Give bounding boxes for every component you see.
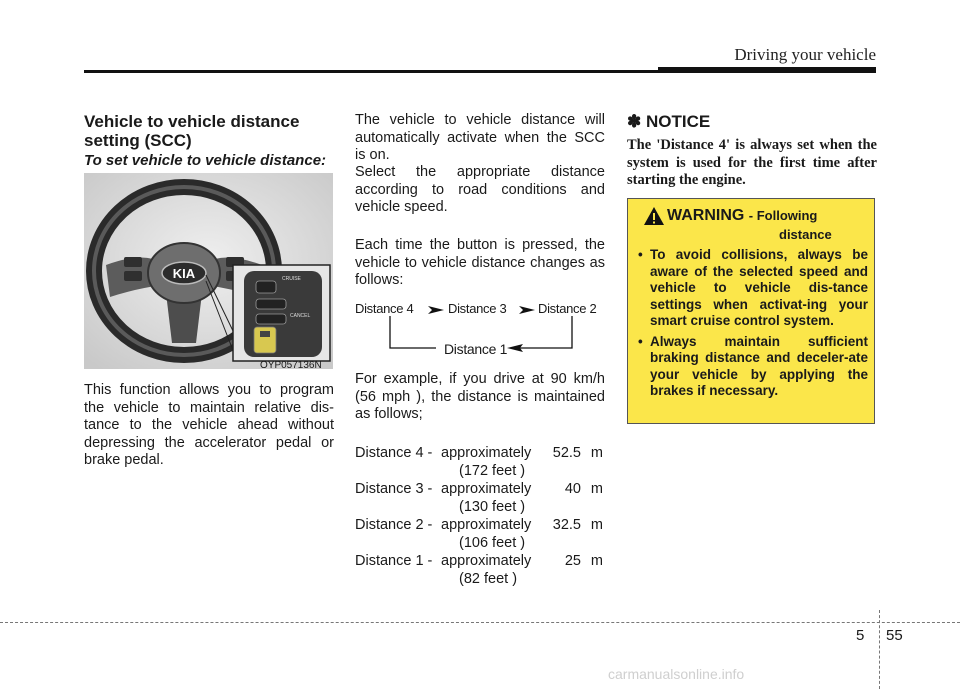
arrow-right-icon bbox=[519, 306, 535, 314]
paragraph-cycle: Each time the button is pressed, the vehicle to vehicle distance changes as follows: bbox=[355, 237, 605, 288]
footer-rule bbox=[0, 622, 960, 623]
page-number: 55 bbox=[886, 627, 903, 644]
diagram-distance-3: Distance 3 bbox=[448, 301, 507, 316]
paragraph-example: For example, if you drive at 90 km/h (56 mph ), the distance is maintained as follows; bbox=[355, 371, 605, 422]
warning-subtitle-cont: distance bbox=[779, 227, 832, 242]
diagram-arrows bbox=[352, 296, 610, 360]
footer-divider bbox=[879, 610, 880, 689]
diagram-distance-1: Distance 1 bbox=[444, 341, 508, 357]
running-header: Driving your vehicle bbox=[734, 45, 876, 64]
kia-logo: KIA bbox=[172, 266, 196, 281]
warning-box bbox=[627, 198, 875, 424]
notice-text: The 'Distance 4' is always set when the system is used for the first time after starting the engine. bbox=[627, 137, 877, 188]
warning-subtitle: - Following bbox=[748, 208, 818, 223]
warning-header bbox=[643, 207, 873, 242]
figure-code: OYP057136N bbox=[260, 360, 322, 371]
header-rule-accent bbox=[658, 67, 876, 73]
diagram-distance-2: Distance 2 bbox=[538, 301, 597, 316]
diagram-distance-4: Distance 4 bbox=[355, 301, 414, 316]
paragraph-activation: The vehicle to vehicle distance will automatically activate when the SCC is on. bbox=[355, 112, 605, 163]
warning-item: • Always maintain sufficient braking distance and deceler-ate your vehicle by applying the brakes if necessary. bbox=[636, 334, 868, 400]
paragraph-select: Select the appropriate distance according to road conditions and vehicle speed. bbox=[355, 164, 605, 215]
warning-list bbox=[636, 247, 868, 404]
section-title: Vehicle to vehicle distance setting (SCC) bbox=[84, 112, 300, 150]
notice-title: ✽ NOTICE bbox=[627, 112, 711, 131]
warning-item: • To avoid collisions, always be aware of the selected speed and vehicle to vehicle dis-tance settings when activat-ing your smart cruise control system. bbox=[636, 247, 868, 330]
steering-wheel-illustration bbox=[84, 173, 333, 369]
warning-triangle-icon bbox=[643, 206, 665, 226]
steering-wheel-icon bbox=[84, 173, 333, 369]
svg-text:CRUISE: CRUISE bbox=[282, 276, 301, 282]
chapter-number: 5 bbox=[856, 627, 865, 644]
warning-title: WARNING bbox=[667, 207, 745, 224]
svg-text:CANCEL: CANCEL bbox=[290, 313, 311, 319]
watermark: carmanualsonline.info bbox=[608, 666, 745, 682]
distance-cycle-diagram bbox=[352, 296, 610, 360]
arrow-right-icon bbox=[428, 306, 444, 314]
subheading: To set vehicle to vehicle distance: bbox=[84, 152, 327, 169]
description-paragraph: This function allows you to program the vehicle to maintain relative dis-tance to the vehicle ahead without depressing the accelerator pedal or brake pedal. bbox=[84, 382, 334, 468]
notice-icon: ✽ bbox=[627, 112, 642, 131]
